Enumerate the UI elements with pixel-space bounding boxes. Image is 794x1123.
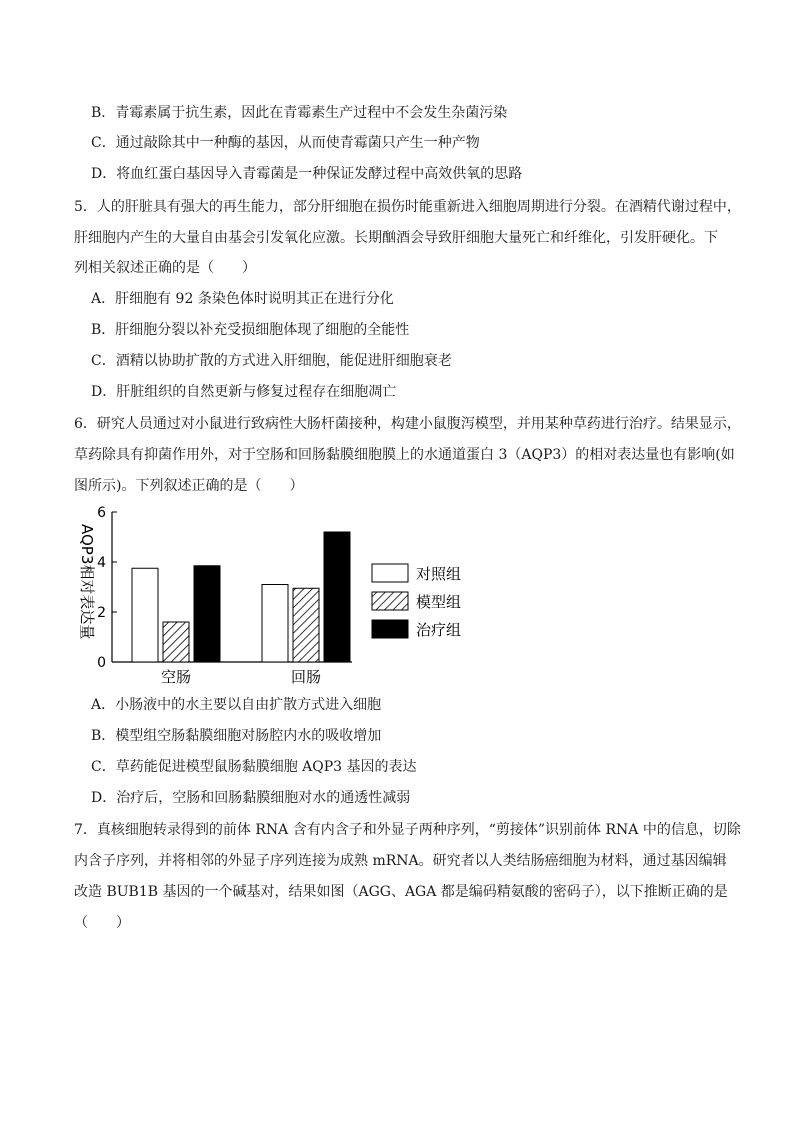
q5-option-a: A．肝细胞有 92 条染色体时说明其正在进行分化 <box>91 291 394 307</box>
legend-label: 对照组 <box>416 565 462 583</box>
q5-stem-line-3: 列相关叙述正确的是（ ） <box>74 260 256 276</box>
q6-option-d: D．治疗后，空肠和回肠黏膜细胞对水的通透性减弱 <box>91 790 411 806</box>
bar <box>194 566 220 662</box>
q5-stem-line-2: 肝细胞内产生的大量自由基会引发氧化应激。长期酗酒会导致肝细胞大量死亡和纤维化，引发肝硬化。下 <box>74 230 718 246</box>
q7-stem-line-2: 内含子序列，并将相邻的外显子序列连接为成熟 mRNA。研究者以人类结肠癌细胞为材料，通过基因编辑 <box>74 853 727 869</box>
q5-option-b: B．肝细胞分裂以补充受损细胞体现了细胞的全能性 <box>91 322 410 338</box>
bar <box>293 588 319 662</box>
q7-stem-line-3: 改造 BUB1B 基因的一个碱基对，结果如图（AGG、AGA 都是编码精氨酸的密码子），以下推断正确的是 <box>74 884 728 900</box>
bar <box>132 568 158 662</box>
q4-option-c: C．通过敲除其中一种酶的基因，从而使青霉菌只产生一种产物 <box>91 135 480 151</box>
q6-option-c: C．草药能促进模型鼠肠黏膜细胞 AQP3 基因的表达 <box>91 759 417 775</box>
y-tick-label: 4 <box>97 555 106 571</box>
q7-stem-line-4: （ ） <box>74 915 130 931</box>
q6-stem-line-1: 6．研究人员通过对小鼠进行致病性大肠杆菌接种，构建小鼠腹泻模型，并用某种草药进行治疗。结果显示， <box>74 416 741 432</box>
x-category-labels <box>161 668 321 686</box>
legend <box>372 564 461 639</box>
legend-swatch <box>372 592 408 610</box>
legend-label: 模型组 <box>416 593 462 611</box>
q6-stem-line-2: 草药除具有抑菌作用外，对于空肠和回肠黏膜细胞膜上的水通道蛋白 3（AQP3）的相对表达量也有影响(如 <box>74 447 735 463</box>
q6-stem-line-3: 图所示)。下列叙述正确的是（ ） <box>74 478 304 494</box>
q5-stem-line-1: 5．人的肝脏具有强大的再生能力，部分肝细胞在损伤时能重新进入细胞周期进行分裂。在酒精代谢过程中， <box>74 199 741 215</box>
q5-option-c: C．酒精以协助扩散的方式进入肝细胞，能促进肝细胞衰老 <box>91 353 452 369</box>
q5-option-d: D．肝脏组织的自然更新与修复过程存在细胞凋亡 <box>91 384 397 400</box>
q7-stem-line-1: 7．真核细胞转录得到的前体 RNA 含有内含子和外显子两种序列，“剪接体”识别前体 RNA 中的信息，切除 <box>74 822 741 838</box>
legend-swatch <box>372 620 408 638</box>
y-tick-label: 6 <box>97 506 106 521</box>
y-tick-label: 0 <box>97 655 106 671</box>
q4-option-d: D．将血红蛋白基因导入青霉菌是一种保证发酵过程中高效供氧的思路 <box>91 166 523 182</box>
q4-option-b: B．青霉素属于抗生素，因此在青霉素生产过程中不会发生杂菌污染 <box>91 105 508 121</box>
aqp3-bar-chart <box>72 506 492 690</box>
q6-option-b: B．模型组空肠黏膜细胞对肠腔内水的吸收增加 <box>91 728 382 744</box>
x-category-label: 回肠 <box>290 668 322 686</box>
x-category-label: 空肠 <box>160 668 192 686</box>
legend-label: 治疗组 <box>416 621 462 639</box>
bar <box>262 585 288 663</box>
q6-option-a: A．小肠液中的水主要以自由扩散方式进入细胞 <box>91 697 382 713</box>
y-ticks <box>97 506 117 671</box>
bar <box>324 532 350 662</box>
legend-swatch <box>372 564 408 582</box>
bar <box>163 622 189 662</box>
y-tick-label: 2 <box>97 605 106 621</box>
bars <box>132 532 350 662</box>
y-axis-label: AQP3相对表达量 <box>78 524 96 640</box>
